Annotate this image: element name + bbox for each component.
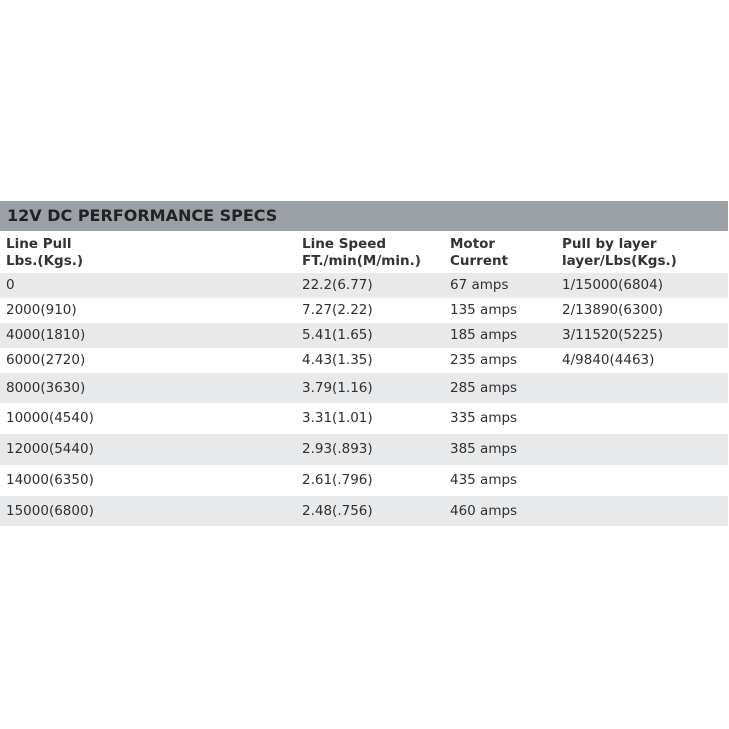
cell-line-pull: 2000(910) bbox=[0, 298, 296, 323]
cell-motor-current: 135 amps bbox=[444, 298, 556, 323]
cell-line-pull: 15000(6800) bbox=[0, 496, 296, 526]
table-header-row bbox=[0, 231, 728, 273]
cell-pull-by-layer bbox=[556, 465, 728, 496]
cell-motor-current: 67 amps bbox=[444, 273, 556, 298]
header-pull-by-layer: Pull by layer layer/Lbs(Kgs.) bbox=[562, 236, 677, 269]
cell-line-pull: 10000(4540) bbox=[0, 403, 296, 434]
cell-line-speed: 2.48(.756) bbox=[296, 496, 444, 526]
cell-line-pull: 4000(1810) bbox=[0, 323, 296, 348]
cell-line-speed: 5.41(1.65) bbox=[296, 323, 444, 348]
cell-pull-by-layer: 1/15000(6804) bbox=[556, 273, 728, 298]
cell-line-pull: 6000(2720) bbox=[0, 348, 296, 373]
cell-line-speed: 2.93(.893) bbox=[296, 434, 444, 465]
table-row bbox=[0, 273, 728, 298]
cell-motor-current: 285 amps bbox=[444, 373, 556, 403]
cell-line-speed: 3.79(1.16) bbox=[296, 373, 444, 403]
header-line-speed: Line Speed FT./min(M/min.) bbox=[302, 236, 421, 269]
header-motor-current: Motor Current bbox=[450, 236, 509, 269]
cell-line-speed: 22.2(6.77) bbox=[296, 273, 444, 298]
cell-motor-current: 435 amps bbox=[444, 465, 556, 496]
cell-line-speed: 2.61(.796) bbox=[296, 465, 444, 496]
table-row bbox=[0, 434, 728, 465]
cell-line-speed: 4.43(1.35) bbox=[296, 348, 444, 373]
table-row bbox=[0, 403, 728, 434]
cell-motor-current: 235 amps bbox=[444, 348, 556, 373]
cell-motor-current: 185 amps bbox=[444, 323, 556, 348]
cell-pull-by-layer bbox=[556, 373, 728, 403]
table-row bbox=[0, 496, 728, 526]
table-row bbox=[0, 348, 728, 373]
table-row bbox=[0, 465, 728, 496]
cell-line-speed: 7.27(2.22) bbox=[296, 298, 444, 323]
cell-line-pull: 0 bbox=[0, 273, 296, 298]
cell-line-speed: 3.31(1.01) bbox=[296, 403, 444, 434]
table-row bbox=[0, 373, 728, 403]
cell-pull-by-layer bbox=[556, 434, 728, 465]
cell-pull-by-layer: 4/9840(4463) bbox=[556, 348, 728, 373]
cell-motor-current: 385 amps bbox=[444, 434, 556, 465]
cell-motor-current: 335 amps bbox=[444, 403, 556, 434]
performance-specs-panel bbox=[0, 201, 728, 526]
spec-title: 12V DC PERFORMANCE SPECS bbox=[0, 201, 728, 231]
cell-motor-current: 460 amps bbox=[444, 496, 556, 526]
performance-specs-table bbox=[0, 231, 728, 526]
table-row bbox=[0, 323, 728, 348]
cell-pull-by-layer bbox=[556, 496, 728, 526]
cell-line-pull: 8000(3630) bbox=[0, 373, 296, 403]
cell-pull-by-layer: 3/11520(5225) bbox=[556, 323, 728, 348]
header-line-pull: Line Pull Lbs.(Kgs.) bbox=[6, 236, 84, 269]
cell-pull-by-layer: 2/13890(6300) bbox=[556, 298, 728, 323]
table-row bbox=[0, 298, 728, 323]
cell-line-pull: 12000(5440) bbox=[0, 434, 296, 465]
cell-pull-by-layer bbox=[556, 403, 728, 434]
cell-line-pull: 14000(6350) bbox=[0, 465, 296, 496]
